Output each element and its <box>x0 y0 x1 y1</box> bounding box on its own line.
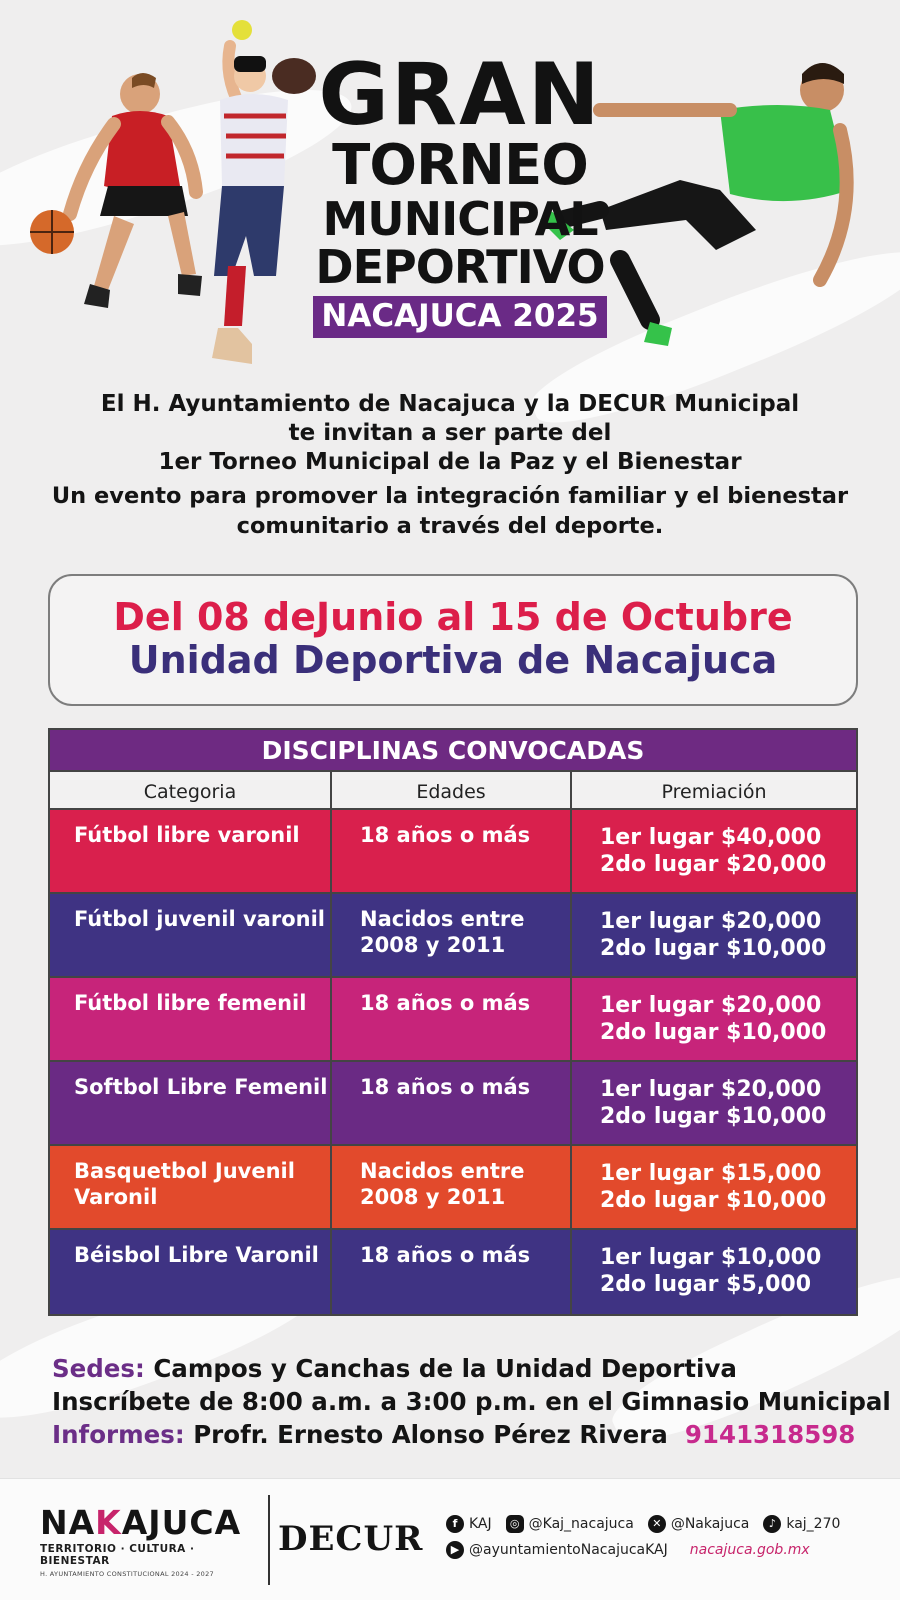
event-title <box>300 45 620 338</box>
intro-line-3: 1er Torneo Municipal de la Paz y el Bienestar <box>158 449 742 475</box>
row-prizes <box>572 1146 856 1228</box>
row-prize-second: 2do lugar $10,000 <box>600 936 827 961</box>
informes-text: Profr. Ernesto Alonso Pérez Rivera <box>193 1420 668 1449</box>
table-row <box>50 810 856 894</box>
row-prize-second: 2do lugar $5,000 <box>600 1272 812 1297</box>
title-gran: GRAN <box>318 45 602 145</box>
title-torneo: TORNEO <box>332 133 588 198</box>
intro-text <box>0 390 900 541</box>
row-prize-second: 2do lugar $10,000 <box>600 1020 827 1045</box>
registration-line: Inscríbete de 8:00 a.m. a 3:00 p.m. en el Gimnasio Municipal <box>52 1387 891 1416</box>
nacajuca-logo <box>40 1505 260 1578</box>
instagram-link[interactable]: ◎ @Kaj_nacajuca <box>506 1515 634 1533</box>
x-icon: ✕ <box>648 1515 666 1533</box>
logo-subtagline: H. AYUNTAMIENTO CONSTITUCIONAL 2024 - 2027 <box>40 1570 214 1578</box>
row-prizes <box>572 1230 856 1314</box>
header-premiacion: Premiación <box>661 781 767 803</box>
row-category: Softbol Libre Femenil <box>50 1062 332 1144</box>
row-category: Béisbol Libre Varonil <box>50 1230 332 1314</box>
row-category: Fútbol juvenil varonil <box>50 894 332 976</box>
logo-word-k: K <box>95 1503 122 1542</box>
intro-line-2: te invitan a ser parte del <box>288 420 612 446</box>
row-category: Fútbol libre femenil <box>50 978 332 1060</box>
row-prize-first: 1er lugar $20,000 <box>600 909 822 934</box>
row-category: Fútbol libre varonil <box>50 810 332 892</box>
row-prize-first: 1er lugar $20,000 <box>600 1077 822 1102</box>
hero-banner <box>0 0 900 380</box>
table-row <box>50 894 856 978</box>
instagram-icon: ◎ <box>506 1515 524 1533</box>
logo-tagline: TERRITORIO · CULTURA · BIENESTAR <box>40 1543 195 1567</box>
row-prize-second: 2do lugar $10,000 <box>600 1188 827 1213</box>
row-ages: 18 años o más <box>332 1062 572 1144</box>
facebook-icon: f <box>446 1515 464 1533</box>
row-prizes <box>572 894 856 976</box>
row-ages: 18 años o más <box>332 810 572 892</box>
intro-sub-2: comunitario a través del deporte. <box>236 513 664 539</box>
row-prizes <box>572 978 856 1060</box>
x-link[interactable]: ✕ @Nakajuca <box>648 1515 750 1533</box>
sedes-text: Campos y Canchas de la Unidad Deportiva <box>153 1354 737 1383</box>
footer-divider <box>268 1495 270 1585</box>
footer-bar <box>0 1478 900 1600</box>
title-deportivo: DEPORTIVO <box>315 240 605 294</box>
row-category: Basquetbol Juvenil Varonil <box>50 1146 332 1228</box>
date-range: Del 08 deJunio al 15 de Octubre <box>113 595 793 639</box>
row-prizes <box>572 1062 856 1144</box>
informes-line <box>52 1418 892 1451</box>
header-categoria: Categoria <box>50 772 332 808</box>
sedes-label: Sedes: <box>52 1354 145 1383</box>
contact-phone[interactable]: 9141318598 <box>684 1420 856 1449</box>
row-prize-first: 1er lugar $15,000 <box>600 1161 822 1186</box>
row-ages: 18 años o más <box>332 978 572 1060</box>
intro-sub-1: Un evento para promover la integración familiar y el bienestar <box>51 483 849 509</box>
dates-box <box>48 574 858 706</box>
row-ages: Nacidos entre 2008 y 2011 <box>332 894 572 976</box>
row-prize-first: 1er lugar $40,000 <box>600 825 822 850</box>
decur-logo: DECUR <box>278 1519 424 1559</box>
row-prize-second: 2do lugar $20,000 <box>600 852 827 877</box>
row-prize-first: 1er lugar $20,000 <box>600 993 822 1018</box>
table-header <box>50 772 856 810</box>
logo-word-a: NA <box>40 1503 96 1542</box>
intro-line-1: El H. Ayuntamiento de Nacajuca y la DECUR Municipal <box>100 391 800 417</box>
youtube-icon: ▶ <box>446 1541 464 1559</box>
logo-word-b: AJUCA <box>121 1503 242 1542</box>
table-title: DISCIPLINAS CONVOCADAS <box>50 730 856 772</box>
title-municipal: MUNICIPAL <box>322 192 598 246</box>
row-prize-first: 1er lugar $10,000 <box>600 1245 822 1270</box>
title-year-badge: NACAJUCA 2025 <box>313 296 606 338</box>
tiktok-link[interactable]: ♪ kaj_270 <box>763 1515 840 1533</box>
row-prizes <box>572 810 856 892</box>
disciplines-table <box>48 728 858 1316</box>
informes-label: Informes: <box>52 1420 185 1449</box>
social-links <box>446 1511 886 1563</box>
website-link[interactable]: nacajuca.gob.mx <box>689 1542 810 1558</box>
row-ages: 18 años o más <box>332 1230 572 1314</box>
youtube-link[interactable]: ▶ @ayuntamientoNacajucaKAJ <box>446 1541 668 1559</box>
table-row <box>50 978 856 1062</box>
row-ages: Nacidos entre 2008 y 2011 <box>332 1146 572 1228</box>
table-row <box>50 1146 856 1230</box>
table-row <box>50 1230 856 1314</box>
header-edades: Edades <box>332 772 572 808</box>
row-prize-second: 2do lugar $10,000 <box>600 1104 827 1129</box>
sedes-line <box>52 1352 892 1385</box>
event-info <box>52 1352 892 1451</box>
table-row <box>50 1062 856 1146</box>
facebook-link[interactable]: f KAJ <box>446 1515 492 1533</box>
venue-name: Unidad Deportiva de Nacajuca <box>128 638 778 682</box>
tiktok-icon: ♪ <box>763 1515 781 1533</box>
